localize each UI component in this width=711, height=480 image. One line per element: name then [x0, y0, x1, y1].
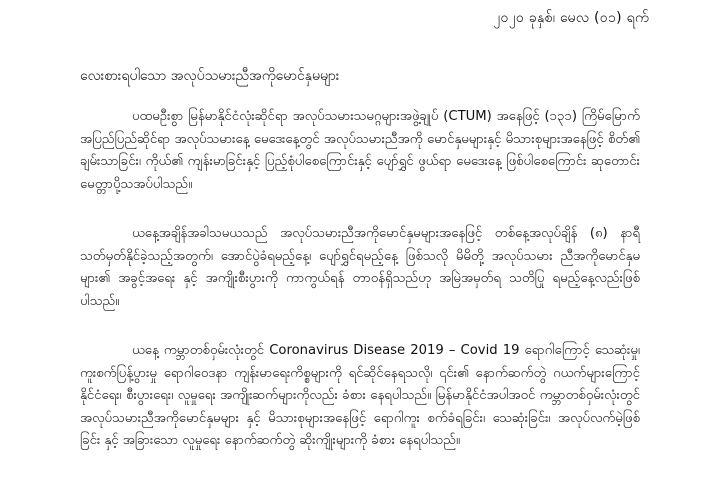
paragraph-workers-rights: ယနေ့အချိန်အခါသမယသည် အလုပ်သမားညီအကိုမောင်နှမများအနေဖြင့် တစ်နေ့အလုပ်ချိန် (၈) နာရီ သတ်မှတ်နိုင်ခဲ့သည့်အတွက်၊ အောင်ပွဲခံရမည့်နေ့၊ ပျော်ရွှင်ရမည့်နေ့ ဖြစ်သလို မိမိတို့ အလုပ်သမား ညီအကိုမောင်နှမများ၏ အခွင့်အရေး နှင့် အကျိုးစီးပွားကို ကာကွယ်ရန် တာဝန်ရှိသည်ဟု အမြဲအမှတ်ရ သတိပြု ရမည့်နေ့လည်းဖြစ်ပါသည်။: [80, 226, 640, 309]
paragraph-covid-impact: ယနေ့ ကမ္ဘာတစ်ဝှမ်းလုံးတွင် Coronavirus Disease 2019 – Covid 19 ရောဂါကြောင့် သေဆုံးမှု၊ ကူးစက်ပြန့်ပွားမှု ရောဂါဝေဒနာ ကျန်းမာရေးကိစ္စများကို ရင်ဆိုင်နေရသလို၊ ၎င်း၏ နောက်ဆက်တွဲ ဂယက်များကြောင့် နိုင်ငံရေး၊ စီးပွားရေး၊ လူမှုရေး အကျိုးဆက်များကိုလည်း ခံစား နေရပါသည်။ မြန်မာနိုင်ငံအပါအဝင် ကမ္ဘာတစ်ဝှမ်းလုံးတွင် အလုပ်သမားညီအကိုမောင်နှမများ နှင့် မိသားစုများအနေဖြင့် ရောဂါကူး စက်ခံရခြင်း၊ သေဆုံးခြင်း၊ အလုပ်လက်မဲ့ဖြစ်ခြင်း နှင့် အခြားသော လူမှုရေး နောက်ဆက်တွဲ ဆိုးကျိုးများကို ခံစား နေရပါသည်။: [80, 343, 640, 448]
paragraph-greeting: ပထမဦးစွာ မြန်မာနိုင်ငံလုံးဆိုင်ရာ အလုပ်သမားသမဂ္ဂများအဖွဲ့ချုပ် (CTUM) အနေဖြင့် (၁၃၁) ကြိမ်မြောက် အပြည်ပြည်ဆိုင်ရာ အလုပ်သမားနေ့ မေဒေးနေ့တွင် အလုပ်သမားညီအကို မောင်နှမများနှင့် မိသားစုများအနေဖြင့် စိတ်၏ ချမ်းသာခြင်း၊ ကိုယ်၏ ကျန်းမာခြင်းနှင့် ပြည့်စုံပါစေကြောင်းနှင့် ပျော်ရွှင် ဖွယ်ရာ မေဒေးနေ့ ဖြစ်ပါစေကြောင်း ဆုတောင်းမေတ္တာပို့သအပ်ပါသည်။: [80, 109, 640, 192]
letter-date: ၂၀၂၀ ခုနှစ်၊ မေလ (၀၁) ရက်: [493, 10, 649, 26]
letter-salutation: လေးစားရပါသော အလုပ်သမားညီအကိုမောင်နှမများ: [80, 68, 340, 84]
